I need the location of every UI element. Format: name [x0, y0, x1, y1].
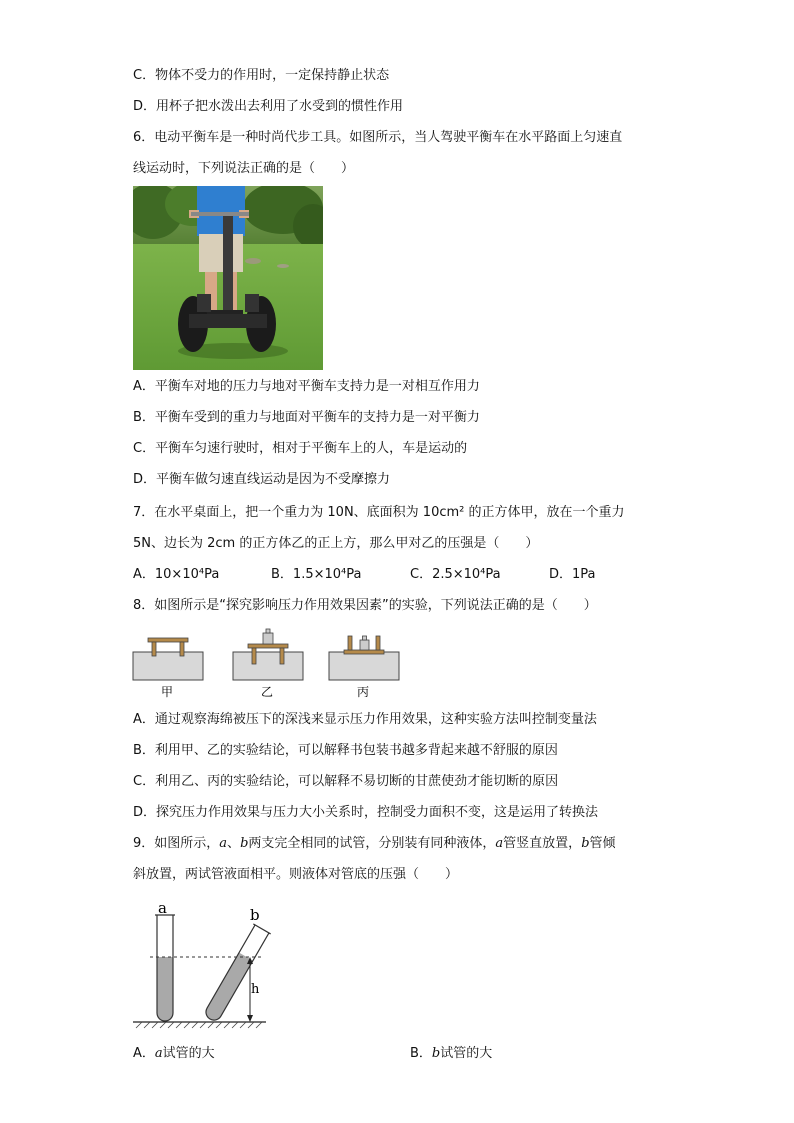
q9-stem-part: 9．如图所示，	[133, 836, 220, 851]
var-a: a	[495, 836, 504, 851]
tube-a	[155, 915, 175, 1021]
q9-option-b	[410, 1045, 492, 1063]
q5-option-c: C．物体不受力的作用时，一定保持静止状态	[133, 68, 390, 83]
q6-option-a: A．平衡车对地的压力与地对平衡车支持力是一对相互作用力	[133, 379, 480, 394]
option-text: 试管的大	[440, 1046, 493, 1061]
q9-stem-part: 两支完全相同的试管，分别装有同种液体，	[248, 836, 496, 851]
q6-stem-line1: 6．电动平衡车是一种时尚代步工具。如图所示，当人驾驶平衡车在水平路面上匀速直	[133, 130, 623, 145]
q6-option-b: B．平衡车受到的重力与地面对平衡车的支持力是一对平衡力	[133, 410, 480, 425]
tube-b	[201, 924, 270, 1024]
q8-option-d: D．探究压力作用效果与压力大小关系时，控制受力面积不变，这是运用了转换法	[133, 805, 599, 820]
q6-option-d: D．平衡车做匀速直线运动是因为不受摩擦力	[133, 472, 391, 487]
q6-option-c: C．平衡车匀速行驶时，相对于平衡车上的人，车是运动的	[133, 441, 468, 456]
q7-stem-line2: 5N、边长为 2cm 的正方体乙的正上方，那么甲对乙的压强是（ ）	[133, 536, 539, 551]
q9-stem-part: 管竖直放置，	[503, 836, 582, 851]
q7-option-a: A．10×10⁴Pa	[133, 567, 220, 582]
label-a: a	[158, 899, 167, 917]
label-jia: 甲	[161, 685, 174, 699]
setup-bing	[329, 636, 399, 680]
setup-yi	[233, 629, 303, 680]
var-b: b	[581, 836, 590, 851]
q8-experiment-figure	[128, 622, 408, 706]
var-b: b	[431, 1046, 441, 1061]
q7-option-c: C．2.5×10⁴Pa	[410, 567, 501, 582]
option-prefix: A．	[133, 1046, 155, 1061]
setup-jia	[133, 638, 203, 680]
q9-test-tube-figure	[128, 895, 278, 1039]
q6-stem-line2: 线运动时，下列说法正确的是（ ）	[133, 161, 355, 176]
label-h: h	[251, 982, 260, 997]
q8-option-c: C．利用乙、丙的实验结论，可以解释不易切断的甘蔗使劲才能切断的原因	[133, 774, 559, 789]
q7-option-b: B．1.5×10⁴Pa	[271, 567, 362, 582]
q8-stem: 8．如图所示是“探究影响压力作用效果因素”的实验，下列说法正确的是（ ）	[133, 598, 597, 613]
option-prefix: B．	[410, 1046, 432, 1061]
balance-scooter-photo	[133, 186, 323, 370]
q9-stem-line2: 斜放置，两试管液面相平。则液体对管底的压强（ ）	[133, 867, 459, 882]
q9-stem-part: 、	[227, 836, 241, 851]
q5-option-d: D．用杯子把水泼出去利用了水受到的惯性作用	[133, 99, 404, 114]
q9-option-a	[133, 1045, 215, 1063]
q8-option-a: A．通过观察海绵被压下的深浅来显示压力作用效果，这种实验方法叫控制变量法	[133, 712, 597, 727]
q9-stem-line1	[133, 835, 616, 853]
var-b: b	[240, 836, 249, 851]
label-b: b	[250, 906, 260, 924]
var-a: a	[219, 836, 228, 851]
q8-option-b: B．利用甲、乙的实验结论，可以解释书包装书越多背起来越不舒服的原因	[133, 743, 558, 758]
q7-stem-line1: 7．在水平桌面上，把一个重力为 10N、底面积为 10cm² 的正方体甲，放在一个重力	[133, 505, 625, 520]
label-bing: 丙	[357, 685, 370, 699]
label-yi: 乙	[261, 685, 274, 699]
q9-stem-part: 管倾	[589, 836, 616, 851]
q7-option-d: D．1Pa	[549, 567, 596, 582]
option-text: 试管的大	[162, 1046, 215, 1061]
var-a: a	[154, 1046, 163, 1061]
